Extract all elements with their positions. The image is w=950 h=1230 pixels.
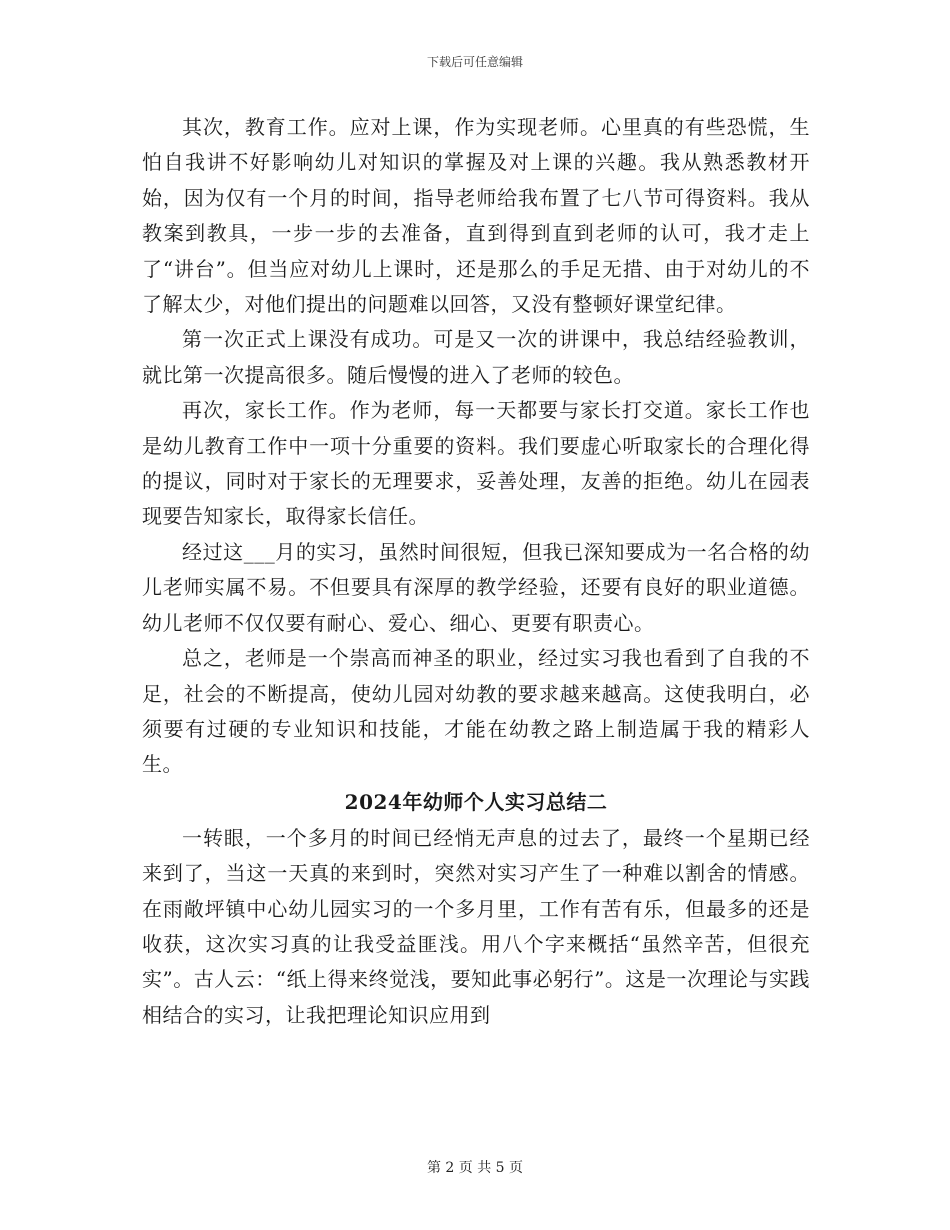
- paragraph-conclusion: 总之，老师是一个崇高而神圣的职业，经过实习我也看到了自我的不足，社会的不断提高，使幼儿园对幼教的要求越来越高。这使我明白，必须要有过硬的专业知识和技能，才能在幼教之路上制造属于我的精彩人生。: [142, 646, 810, 777]
- paragraph-parent-work: 再次，家长工作。作为老师，每一天都要与家长打交道。家长工作也是幼儿教育工作中一项十分重要的资料。我们要虚心听取家长的合理化得的提议，同时对于家长的无理要求，妥善处理，友善的拒绝。幼儿在园表现要告知家长，取得家长信任。: [142, 398, 810, 529]
- paragraph-education-work: 其次，教育工作。应对上课，作为实现老师。心里真的有些恐慌，生怕自我讲不好影响幼儿对知识的掌握及对上课的兴趣。我从熟悉教材开始，因为仅有一个月的时间，指导老师给我布置了七八节可得资料。我从教案到教具，一步一步的去准备，直到得到直到老师的认可，我才走上了“讲台”。但当应对幼儿上课时，还是那么的手足无措、由于对幼儿的不了解太少，对他们提出的问题难以回答，又没有整顿好课堂纪律。: [142, 115, 810, 317]
- paragraph-section-two-intro: 一转眼，一个多月的时间已经悄无声息的过去了，最终一个星期已经来到了，当这一天真的来到时，突然对实习产生了一种难以割舍的情感。在雨敞坪镇中心幼儿园实习的一个多月里，工作有苦有乐，但最多的还是收获，这次实习真的让我受益匪浅。用八个字来概括“虽然辛苦，但很充实”。古人云：“纸上得来终觉浅，要知此事必躬行”。这是一次理论与实践相结合的实习，让我把理论知识应用到: [142, 825, 810, 1027]
- section-title: 2024年幼师个人实习总结二: [344, 789, 608, 814]
- paragraph-internship-reflection: 经过这___月的实习，虽然时间很短，但我已深知要成为一名合格的幼儿老师实属不易。不但要具有深厚的教学经验，还要有良好的职业道德。幼儿老师不仅仅要有耐心、爱心、细心、更要有职责心。: [142, 539, 810, 635]
- page-header: 下载后可任意编辑: [426, 55, 523, 69]
- page-footer: 第 2 页 共 5 页: [426, 1160, 524, 1176]
- document-body: [142, 110, 810, 1033]
- paragraph-first-lesson: 第一次正式上课没有成功。可是又一次的讲课中，我总结经验教训，就比第一次提高很多。随后慢慢的进入了老师的较色。: [142, 327, 810, 387]
